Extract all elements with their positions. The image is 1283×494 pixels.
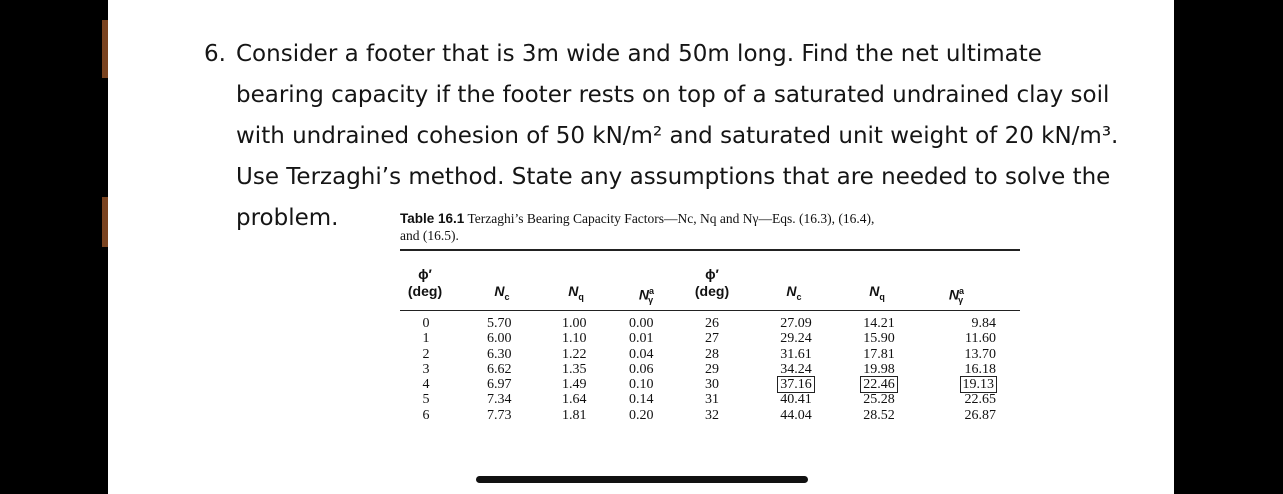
table-cell: 40.41 bbox=[780, 392, 812, 408]
table-cell: 13.70 bbox=[964, 346, 996, 362]
header-ny-left: $N^a_\gamma$ bbox=[638, 286, 655, 306]
table-cell: 2 bbox=[422, 346, 430, 362]
table-caption-text-2: and (16.5). bbox=[400, 228, 459, 243]
table-cell: 19.98 bbox=[863, 361, 895, 377]
table-cell: 0 bbox=[422, 316, 430, 331]
table-cell: 1.10 bbox=[562, 331, 587, 347]
table-caption bbox=[400, 210, 1020, 244]
table-cell: 6 bbox=[422, 407, 430, 423]
col-phi-right bbox=[700, 316, 724, 423]
col-nc-right bbox=[768, 316, 824, 423]
col-ny-left bbox=[629, 316, 654, 423]
table-cell: 30 bbox=[705, 377, 719, 393]
table-cell: 31 bbox=[705, 392, 719, 408]
home-indicator-bar[interactable] bbox=[476, 476, 808, 483]
problem-line-3: with undrained cohesion of 50 kN/m² and saturated unit weight of 20 kN/m³. bbox=[236, 123, 1119, 149]
table-cell: 3 bbox=[422, 361, 430, 377]
table-cell: 44.04 bbox=[780, 407, 812, 423]
table-cell: 6.00 bbox=[487, 331, 512, 347]
table-cell: 26.87 bbox=[964, 407, 996, 423]
highlighted-value: 19.13 bbox=[962, 377, 994, 393]
table-cell: 1.00 bbox=[562, 316, 587, 331]
col-nq-left bbox=[562, 316, 587, 423]
col-nc-left bbox=[487, 316, 512, 423]
table-cell: 16.18 bbox=[964, 361, 996, 377]
header-ny-right: $N^a_\gamma$ bbox=[948, 286, 965, 306]
table-cell: 1.22 bbox=[562, 346, 587, 362]
table-cell: 6.97 bbox=[487, 377, 512, 393]
table-cell: 1.64 bbox=[562, 392, 587, 408]
table-cell: 1.35 bbox=[562, 361, 587, 377]
table-cell: 0.01 bbox=[629, 331, 654, 347]
table-cell: 1 bbox=[422, 331, 430, 347]
table-cell: 31.61 bbox=[780, 346, 812, 362]
table-cell: 22.65 bbox=[964, 392, 996, 408]
table-cell: 9.84 bbox=[971, 316, 996, 331]
header-nc-left: $N_c$ bbox=[494, 283, 510, 302]
table-cell: 4 bbox=[422, 377, 430, 393]
table-cell: 7.34 bbox=[487, 392, 512, 408]
header-nq-right: $N_q$ bbox=[869, 283, 885, 302]
problem-line-2: bearing capacity if the footer rests on top of a saturated undrained clay soil bbox=[236, 82, 1110, 108]
table-cell: 5 bbox=[422, 392, 430, 408]
table-cell: 0.14 bbox=[629, 392, 654, 408]
table-cell: 1.81 bbox=[562, 407, 587, 423]
table-header-rule bbox=[400, 310, 1020, 311]
problem-number: 6. bbox=[204, 41, 226, 67]
table-cell: 0.10 bbox=[629, 377, 654, 393]
table-caption-text: Terzaghi’s Bearing Capacity Factors—Nc, Nq and Nγ—Eqs. (16.3), (16.4), bbox=[467, 211, 875, 226]
header-phi-right: ϕ′ (deg) bbox=[694, 266, 730, 299]
col-phi-left bbox=[416, 316, 436, 423]
table-cell: 0.06 bbox=[629, 361, 654, 377]
table-caption-label: Table 16.1 bbox=[400, 211, 465, 226]
table-cell: 7.73 bbox=[487, 407, 512, 423]
table-cell: 6.30 bbox=[487, 346, 512, 362]
table-cell: 15.90 bbox=[863, 331, 895, 347]
problem-line-5: problem. bbox=[236, 205, 339, 231]
table-cell: 29.24 bbox=[780, 331, 812, 347]
table-cell: 27 bbox=[705, 331, 719, 347]
header-nc-right: $N_c$ bbox=[786, 283, 802, 302]
table-cell: 5.70 bbox=[487, 316, 512, 331]
table-cell: 0.20 bbox=[629, 407, 654, 423]
col-nq-right bbox=[851, 316, 907, 423]
col-ny-right bbox=[938, 316, 996, 423]
table-cell: 14.21 bbox=[863, 316, 895, 331]
problem-line-1: Consider a footer that is 3m wide and 50m long. Find the net ultimate bbox=[236, 41, 1042, 67]
table-cell: 25.28 bbox=[863, 392, 895, 408]
problem-line-4: Use Terzaghi’s method. State any assumptions that are needed to solve the bbox=[236, 164, 1111, 190]
header-nq-left: $N_q$ bbox=[568, 283, 584, 302]
highlighted-value: 22.46 bbox=[863, 377, 895, 393]
table-cell bbox=[768, 377, 824, 392]
table-cell: 27.09 bbox=[780, 316, 812, 331]
table-cell: 6.62 bbox=[487, 361, 512, 377]
table-cell bbox=[938, 377, 996, 392]
header-phi-left: ϕ′ (deg) bbox=[407, 266, 443, 299]
table-cell: 26 bbox=[705, 316, 719, 331]
table-cell: 11.60 bbox=[965, 331, 996, 347]
table-cell: 29 bbox=[705, 361, 719, 377]
table-cell: 32 bbox=[705, 407, 719, 423]
table-cell: 1.49 bbox=[562, 377, 587, 393]
table-cell: 28.52 bbox=[863, 407, 895, 423]
table-cell: 0.04 bbox=[629, 346, 654, 362]
document-page bbox=[108, 0, 1174, 494]
table-cell: 17.81 bbox=[863, 346, 895, 362]
table-top-rule bbox=[400, 249, 1020, 251]
table-cell: 28 bbox=[705, 346, 719, 362]
highlighted-value: 37.16 bbox=[780, 377, 812, 393]
table-cell: 34.24 bbox=[780, 361, 812, 377]
table-cell: 0.00 bbox=[629, 316, 654, 331]
table-cell bbox=[851, 377, 907, 392]
